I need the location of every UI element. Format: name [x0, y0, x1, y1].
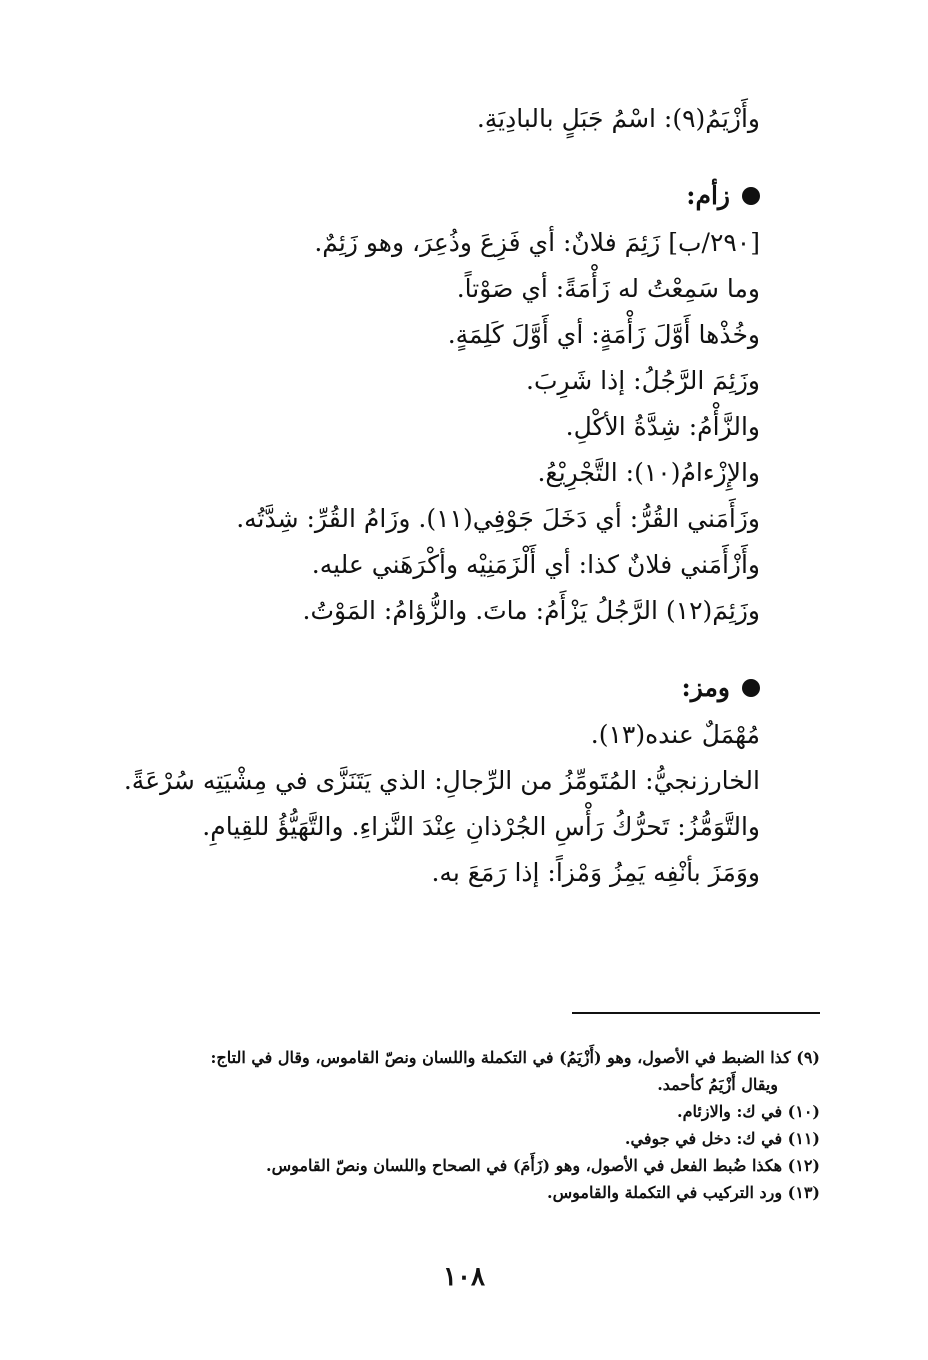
footnote-9-continued: ويقال أَزْيَمُ كأحمد. [657, 1075, 778, 1094]
main-text [120, 96, 760, 896]
section-gap [120, 634, 760, 664]
footnote-9: (٩) كذا الضبط في الأصول، وهو (أَزْيَمُ) في التكملة واللسان ونصّ القاموس، وقال في التاج: [210, 1048, 820, 1067]
text-line: ووَمَزَ بأنْفِه يَمِزُ وَمْزاً: إذا رَمَعَ به. [431, 858, 760, 887]
footnote-13: (١٣) ورد التركيب في التكملة والقاموس. [547, 1183, 820, 1202]
text-line: وزَئِمَ الرَّجُلُ: إذا شَرِبَ. [526, 366, 760, 395]
footnote-10: (١٠) في ك: والازئام. [677, 1102, 820, 1121]
footnote-divider [572, 1012, 820, 1014]
footnote-12: (١٢) هكذا ضُبط الفعل في الأصول، وهو (زَأَمَ) في الصحاح واللسان ونصّ القاموس. [266, 1156, 820, 1175]
text-line: [٢٩٠/ب] زَئِمَ فلانٌ: أي فَزِعَ وذُعِرَ، وهو زَئِمٌ. [314, 228, 760, 257]
entry-azyam: وأَزْيَمُ(٩): اسْمُ جَبَلٍ بالبادِيَةِ. [476, 104, 760, 133]
heading-text: ومز: [681, 673, 730, 702]
section-gap [120, 142, 760, 172]
text-line: والتَّوَمُّزُ: تَحرُّكُ رَأْسِ الجُرْذانِ عِنْدَ النَّزاءِ. والتَّهَيُّؤُ للقِيامِ. [202, 812, 760, 841]
section-heading-wamz [120, 664, 760, 712]
text-line: وخُذْها أَوَّلَ زَأْمَةٍ: أي أَوَّلَ كَلِمَةٍ. [447, 320, 760, 349]
page-number: ١٠٨ [443, 1262, 485, 1292]
section-heading-zam [120, 172, 760, 220]
text-line: والإِزْءامُ(١٠): التَّجْرِيْعُ. [537, 458, 760, 487]
footnote-11: (١١) في ك: دخل في جوفي. [624, 1129, 820, 1148]
text-line: مُهْمَلٌ عنده(١٣). [590, 720, 760, 749]
bullet-icon [742, 679, 760, 697]
text-line: وزَأَمَني القُرُّ: أي دَخَلَ جَوْفِي(١١). وزَامُ القُرِّ: شِدَّتُه. [236, 504, 760, 533]
text-line: وأَزْأَمَني فلانٌ كذا: أي أَلْزَمَنِيْه وأكْرَهَني عليه. [311, 550, 760, 579]
heading-text: زأم: [686, 181, 730, 210]
bullet-icon [742, 187, 760, 205]
footnotes [100, 1044, 820, 1206]
text-line: والزَّأْمُ: شِدَّةُ الأكْلِ. [565, 412, 760, 441]
text-line: وما سَمِعْتُ له زَأْمَةً: أي صَوْتاً. [456, 274, 760, 303]
text-line: الخارزنجيُّ: المُتَومِّزُ من الرِّجالِ: الذي يَتَنَزَّى في مِشْيَتِه سُرْعَةً. [123, 766, 760, 795]
text-line: وزَئِمَ(١٢) الرَّجُلُ يَزْأَمُ: ماتَ. والزُّؤامُ: المَوْتُ. [302, 596, 760, 625]
